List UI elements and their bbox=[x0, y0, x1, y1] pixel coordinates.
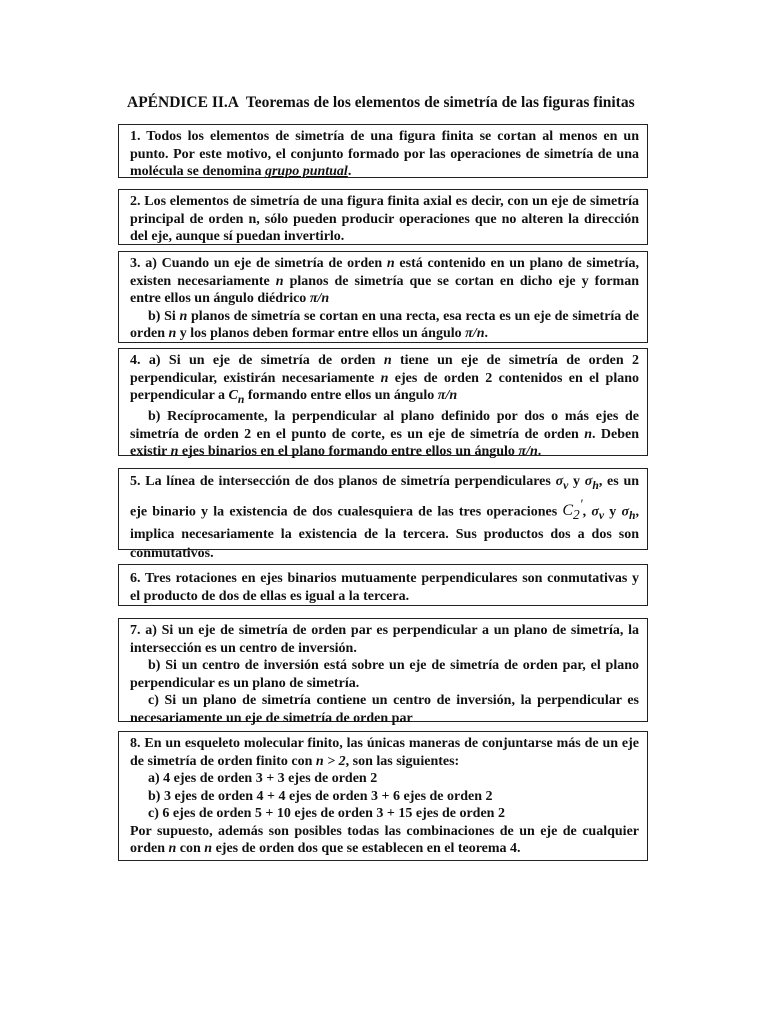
theorem-8 bbox=[118, 731, 648, 861]
theorem-8-item-b: b) 3 ejes de orden 4 + 4 ejes de orden 3 + 6 ejes de orden 2 bbox=[148, 788, 493, 804]
theorem-4a-text: 4. a) Si un eje de simetría de orden n tiene un eje de simetría de orden 2 perpendicular, existirán necesariamente n ejes de orden 2 contenidos en el plano perpendicular a $C_n$ formando entre ellos un ángulo π/n bbox=[130, 353, 639, 406]
theorem-3a-text: 3. a) Cuando un eje de simetría de orden n está contenido en un plano de simetría, existen necesariamente n planos de simetría que se cortan en dicho eje y forman entre ellos un ángulo diédrico π/n bbox=[130, 256, 639, 306]
theorem-2 bbox=[118, 189, 648, 245]
theorem-4b-text: b) Recíprocamente, la perpendicular al plano definido por dos o más ejes de simetría de orden 2 en el punto de corte, es un eje de simetría de orden n. Deben existir n ejes binarios en el plano formando entre ellos un ángulo π/n. bbox=[130, 409, 639, 460]
c2-prime-symbol: $C_2'$ bbox=[562, 496, 583, 523]
theorem-1 bbox=[118, 124, 648, 178]
theorem-6-text: 6. Tres rotaciones en ejes binarios mutuamente perpendiculares son conmutativas y el producto de dos de ellas es igual a la tercera. bbox=[130, 571, 639, 604]
theorem-7b-text: b) Si un centro de inversión está sobre un eje de simetría de orden par, el plano perpendicular es un plano de simetría. bbox=[130, 658, 639, 691]
theorem-7 bbox=[118, 618, 648, 726]
theorem-4 bbox=[118, 348, 648, 460]
theorem-7c-text: c) Si un plano de simetría contiene un centro de inversión, la perpendicular es necesariamente un eje de simetría de orden par bbox=[130, 693, 639, 726]
theorem-5 bbox=[118, 468, 648, 561]
theorem-8-outro: Por supuesto, además son posibles todas las combinaciones de un eje de cualquier orden n con n ejes de orden dos que se establecen en el teorema 4. bbox=[130, 823, 639, 856]
appendix-label: APÉNDICE II.A bbox=[127, 94, 239, 111]
theorem-8-intro: 8. En un esqueleto molecular finito, las únicas maneras de conjuntarse más de un eje de simetría de orden finito con n > 2, son las siguientes: bbox=[130, 736, 639, 769]
theorem-3 bbox=[118, 251, 648, 343]
theorem-1-text: 1. Todos los elementos de simetría de una figura finita se cortan al menos en un punto. Por este motivo, el conjunto formado por las operaciones de simetría de una molécula se denomina grupo puntual. bbox=[130, 129, 639, 179]
theorem-5-text: 5. La línea de intersección de dos planos de simetría perpendiculares $\sigma_v$ y $\sigma_h$, es un eje binario y la existencia de dos cualesquiera de las tres operaciones $C_2'$, $\sigma_v$ y $\sigma_h$, implica necesariamente la existencia de la tercera. Sus productos dos a dos son conmutativos. bbox=[130, 474, 640, 561]
theorem-2-text: 2. Los elementos de simetría de una figura finita axial es decir, con un eje de simetría principal de orden n, sólo pueden producir operaciones que no alteren la dirección del eje, aunque sí puedan invertirlo. bbox=[130, 194, 639, 244]
page-title bbox=[127, 94, 635, 112]
appendix-heading: Teoremas de los elementos de simetría de las figuras finitas bbox=[245, 94, 635, 111]
theorem-7a-text: 7. a) Si un eje de simetría de orden par es perpendicular a un plano de simetría, la intersección es un centro de inversión. bbox=[130, 623, 639, 656]
grupo-puntual-term: grupo puntual bbox=[264, 164, 348, 179]
theorem-8-item-a: a) 4 ejes de orden 3 + 3 ejes de orden 2 bbox=[148, 771, 378, 786]
theorem-6 bbox=[118, 564, 648, 606]
theorem-8-item-c: c) 6 ejes de orden 5 + 10 ejes de orden 3 + 15 ejes de orden 2 bbox=[148, 806, 505, 821]
theorem-3b-text: b) Si n planos de simetría se cortan en una recta, esa recta es un eje de simetría de orden n y los planos deben formar entre ellos un ángulo π/n. bbox=[130, 308, 639, 341]
